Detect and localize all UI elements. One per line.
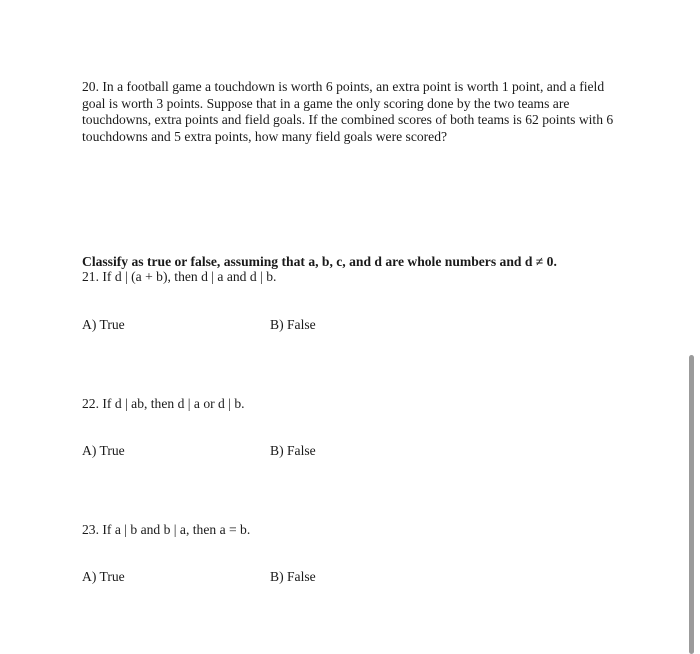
question-22-option-true[interactable]: A) True: [82, 443, 125, 458]
question-21-option-true[interactable]: A) True: [82, 317, 125, 332]
question-22-option-false[interactable]: B) False: [270, 443, 316, 458]
question-23-option-true[interactable]: A) True: [82, 569, 125, 584]
question-21-option-false[interactable]: B) False: [270, 317, 316, 332]
question-22-text: 22. If d | ab, then d | a or d | b.: [82, 396, 245, 411]
question-23-text: 23. If a | b and b | a, then a = b.: [82, 522, 251, 537]
question-23-option-false[interactable]: B) False: [270, 569, 316, 584]
classify-instructions: Classify as true or false, assuming that a, b, c, and d are whole numbers and d ≠ 0.: [82, 254, 557, 269]
question-21-text: 21. If d | (a + b), then d | a and d | b.: [82, 269, 277, 284]
question-20-text: 20. In a football game a touchdown is worth 6 points, an extra point is worth 1 point, and a field goal is worth 3 points. Suppose that in a game the only scoring done by the two teams are touchdowns, extra points and field goals. If the combined scores of both teams is 62 points with 6 touchdowns and 5 extra points, how many field goals were scored?: [82, 79, 614, 144]
vertical-scrollbar[interactable]: [689, 355, 694, 654]
